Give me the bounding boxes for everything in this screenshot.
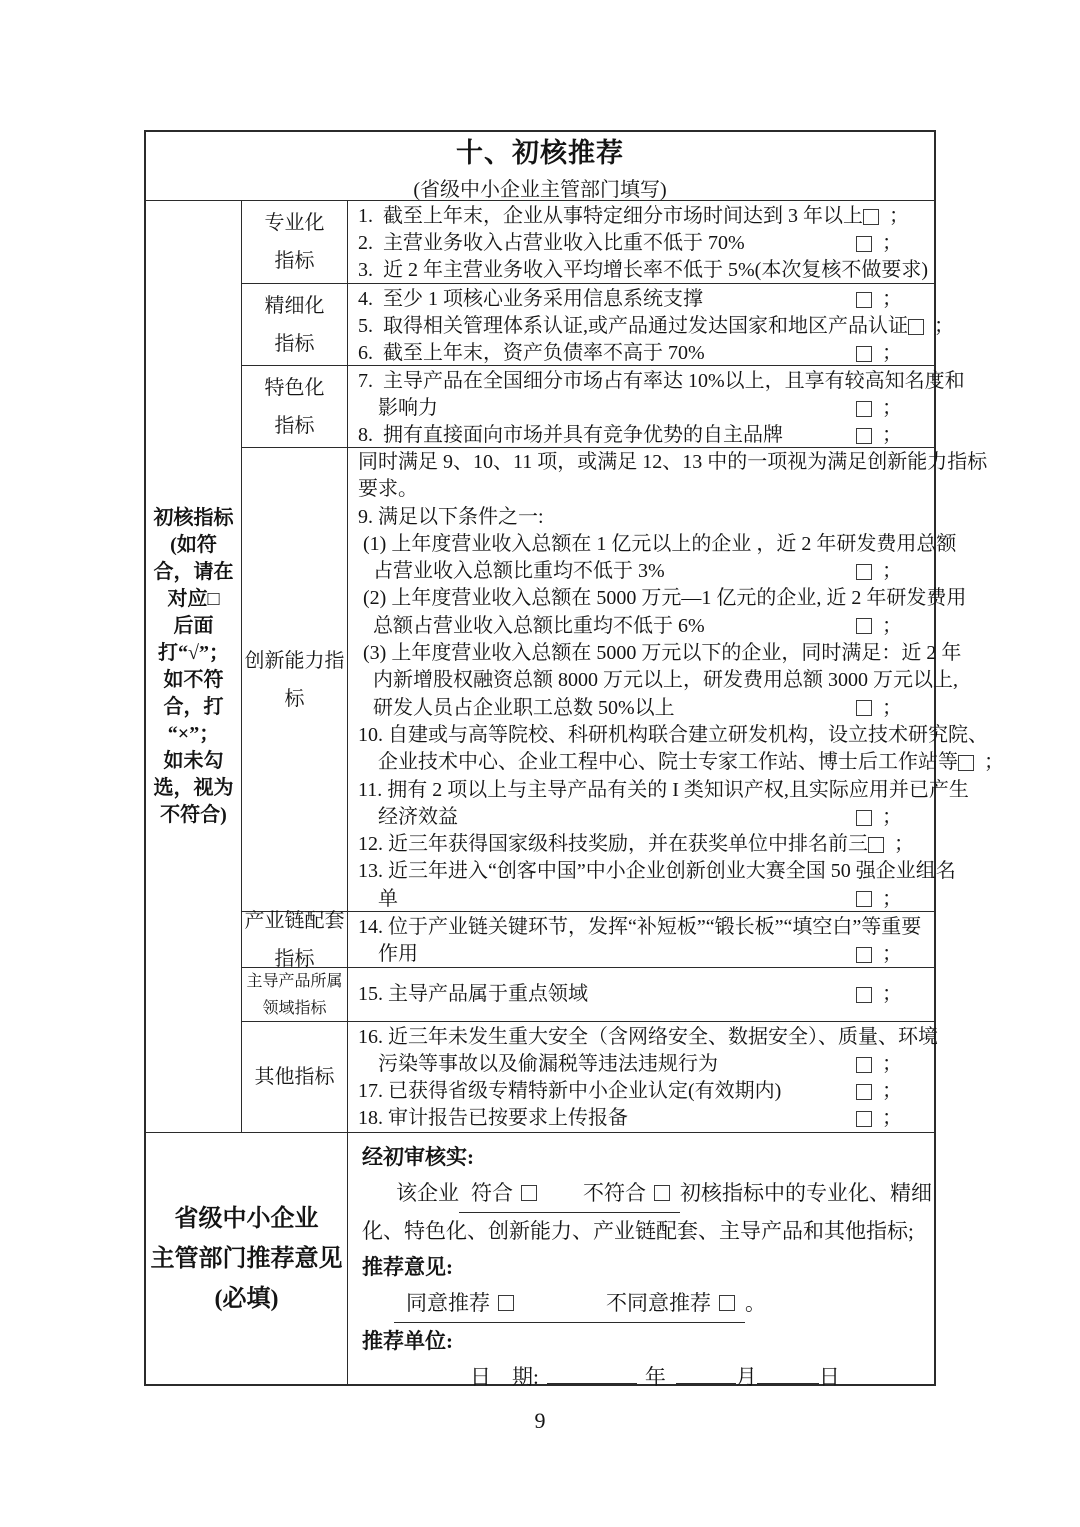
recommendation-content-cell [348,1133,934,1389]
section-items-refinement [348,284,954,366]
comply-line-2: 化、特色化、创新能力、产业链配套、主导产品和其他指标; [362,1219,914,1243]
comply-underline [459,1175,680,1213]
date-label: 日 期: [470,1365,539,1389]
item-line-13b: 单 ； [358,886,934,913]
semicolon: ； [882,342,902,364]
semicolon: ； [882,943,902,965]
unit-heading: 推荐单位: [362,1329,453,1353]
section-label-innovation: 创新能力指 标 [242,448,348,912]
section-items-characteristic [348,366,965,448]
section-items-specialization [348,201,934,284]
comply-label: 符合 [471,1181,513,1205]
semicolon: ； [882,424,902,446]
item-line-9-3a: (3) 上年度营业收入总额在 5000 万元以下的企业，同时满足：近 2 年 [358,642,962,665]
semicolon: ； [894,833,914,856]
checkbox-group [856,422,902,449]
review-form-table [144,130,1004,1389]
checkbox-group [868,831,914,858]
checkbox-group [856,340,902,367]
checkbox-icon[interactable] [856,428,872,444]
comply-line [362,1175,934,1213]
semicolon: ； [882,560,902,583]
semicolon: ； [882,805,902,828]
semicolon: ； [882,983,902,1005]
title-cell [146,132,934,201]
section-label-refinement: 精细化 指标 [242,284,348,366]
indicator-note-cell [146,201,242,1133]
comply-checkbox-icon[interactable] [521,1185,537,1201]
checkbox-icon[interactable] [856,564,872,580]
checkbox-icon[interactable] [856,292,872,308]
agree-label: 同意推荐 [406,1291,490,1315]
verified-heading: 经初审核实: [362,1145,474,1169]
month-blank [676,1362,736,1384]
item-line-10b: 企业技术中心、企业工程中心、院士专家工作站、博士后工作站等 ； [358,749,934,776]
item-line-16b: 污染等事故以及偷漏税等违法违规行为 ； [358,1051,934,1078]
checkbox-group [856,886,902,913]
checkbox-group [856,804,902,831]
item-line-9-1a: (1) 上年度营业收入总额在 1 亿元以上的企业 ，近 2 年研发费用总额 [358,532,957,555]
checkbox-icon[interactable] [856,987,872,1003]
section-items-key-field [348,968,934,1022]
item-line-9: 9. 满足以下条件之一: [358,505,544,528]
item-line-16a: 16. 近三年未发生重大安全（含网络安全、数据安全）、质量、环境 [358,1026,938,1048]
item-line-8: 8. 拥有直接面向市场并具有竞争优势的自主品牌 ； [358,422,934,449]
item-line-11a: 11. 拥有 2 项以上与主导产品有关的 I 类知识产权,且实际应用并已产生 [358,778,969,801]
item-line-9-2b: 总额占营业收入总额比重均不低于 6% ； [358,613,934,640]
checkbox-icon[interactable] [856,346,872,362]
innovation-intro-line2: 要求。 [358,478,418,501]
page-number: 9 [534,1408,546,1433]
item-line-1: 1. 截至上年末，企业从事特定细分市场时间达到 3 年以上 ； [358,203,934,230]
recommendation-label-cell: 省级中小企业 主管部门推荐意见 (必填) [146,1133,348,1384]
checkbox-icon[interactable] [856,810,872,826]
checkbox-icon[interactable] [856,401,872,417]
section-label-key-field: 主导产品所属 领域指标 [242,968,348,1022]
semicolon: ； [889,205,909,227]
checkbox-icon[interactable] [856,618,872,634]
checkbox-icon[interactable] [856,1084,872,1100]
checkbox-group [856,1051,902,1078]
checkbox-group [856,1105,902,1132]
semicolon: ； [882,696,902,719]
checkbox-group [856,941,902,968]
checkbox-group [863,203,909,230]
checkbox-icon[interactable] [958,755,974,771]
item-note: (本次复核不做要求) [754,259,928,281]
item-line-13a: 13. 近三年进入“创客中国”中小企业创新创业大赛全国 50 强企业组名 [358,860,956,883]
semicolon: ； [882,887,902,910]
day-blank [757,1362,819,1384]
semicolon: ； [882,1080,902,1102]
month-label: 月 [735,1365,757,1389]
semicolon: ； [882,1107,902,1129]
indicator-note: 初核指标 (如符 合，请在 对应□ 后面 打“√”； 如不符 合，打 “×”； 如未勾 选，视为 不符合) [153,506,234,826]
checkbox-group [856,695,902,722]
checkbox-icon[interactable] [856,891,872,907]
semicolon: ； [882,397,902,419]
semicolon: ； [882,232,902,254]
item-line-17: 17. 已获得省级专精特新中小企业认定(有效期内) ； [358,1078,934,1105]
item-line-6: 6. 截至上年末，资产负债率不高于 70% ； [358,340,934,367]
comply-suffix: 初核指标中的专业化、精细 [680,1181,932,1205]
checkbox-icon[interactable] [908,319,924,335]
opinion-heading: 推荐意见: [362,1255,453,1279]
item-line-9-2a: (2) 上年度营业收入总额在 5000 万元—1 亿元的企业, 近 2 年研发费用 [358,587,967,610]
section-label-specialization: 专业化 指标 [242,201,348,284]
item-line-18: 18. 审计报告已按要求上传报备 ； [358,1105,934,1132]
opinion-underline [394,1285,745,1323]
item-line-7b: 影响力 ； [358,395,934,422]
checkbox-icon[interactable] [856,700,872,716]
disagree-checkbox-icon[interactable] [719,1295,735,1311]
period: 。 [745,1291,766,1315]
section-label-other: 其他指标 [242,1022,348,1133]
comply-prefix: 该企业 [396,1181,459,1205]
page-subtitle: (省级中小企业主管部门填写) [413,178,667,201]
not-comply-label: 不符合 [583,1181,646,1205]
semicolon: ； [882,288,902,310]
item-line-3: 3. 近 2 年主营业务收入平均增长率不低于 5% (本次复核不做要求) [358,257,934,284]
item-line-14a: 14. 位于产业链关键环节，发挥“补短板”“锻长板”“填空白”等重要 [358,916,922,938]
semicolon: ； [882,1053,902,1075]
item-line-14b: 作用 ； [358,941,934,968]
checkbox-group [908,313,954,340]
date-line [362,1359,934,1395]
checkbox-group [856,981,902,1008]
opinion-line [362,1285,934,1323]
checkbox-group [856,1078,902,1105]
checkbox-group [856,286,902,313]
item-line-11b: 经济效益 ； [358,804,934,831]
innovation-intro-line1: 同时满足 9、10、11 项，或满足 12、13 中的一项视为满足创新能力指标 [358,451,988,473]
disagree-label: 不同意推荐 [606,1291,711,1315]
checkbox-group [958,749,1004,776]
item-line-12: 12. 近三年获得国家级科技奖励，并在获奖单位中排名前三 ； [358,831,934,858]
agree-checkbox-icon[interactable] [498,1295,514,1311]
semicolon: ； [984,751,1004,774]
semicolon: ； [934,315,954,337]
checkbox-group [856,230,902,257]
checkbox-group [856,395,902,422]
semicolon: ； [882,614,902,637]
checkbox-icon[interactable] [863,209,879,225]
checkbox-icon[interactable] [856,236,872,252]
checkbox-group [856,613,902,640]
day-label: 日 [818,1365,840,1389]
item-line-7a: 7. 主导产品在全国细分市场占有率达 10%以上，且享有较高知名度和 [358,370,965,392]
year-label: 年 [644,1365,666,1389]
checkbox-icon[interactable] [856,1057,872,1073]
checkbox-icon[interactable] [856,1111,872,1127]
page-title: 十、初核推荐 [456,137,624,168]
checkbox-icon[interactable] [856,947,872,963]
item-line-5: 5. 取得相关管理体系认证,或产品通过发达国家和地区产品认证 ； [358,313,934,340]
item-line-15: 15. 主导产品属于重点领域 ； [358,981,934,1008]
item-line-4: 4. 至少 1 项核心业务采用信息系统支撑 ； [358,286,934,313]
section-label-characteristic: 特色化 指标 [242,366,348,448]
section-items-innovation [348,448,1004,912]
item-line-10a: 10. 自建或与高等院校、科研机构联合建立研发机构，设立技术研究院、 [358,723,988,746]
item-line-2: 2. 主营业务收入占营业收入比重不低于 70% ； [358,230,934,257]
section-items-other [348,1022,938,1133]
section-items-industry-chain [348,912,934,968]
section-label-industry-chain: 产业链配套 指标 [242,912,348,968]
item-line-9-3b: 内新增股权融资总额 8000 万元以上，研发费用总额 3000 万元以上, [358,669,958,692]
checkbox-group [856,558,902,585]
not-comply-checkbox-icon[interactable] [654,1185,670,1201]
year-blank [547,1362,637,1384]
item-line-9-1b: 占营业收入总额比重均不低于 3% ； [358,558,934,585]
checkbox-icon[interactable] [868,837,884,853]
item-line-9-3c: 研发人员占企业职工总数 50%以上 ； [358,695,934,722]
